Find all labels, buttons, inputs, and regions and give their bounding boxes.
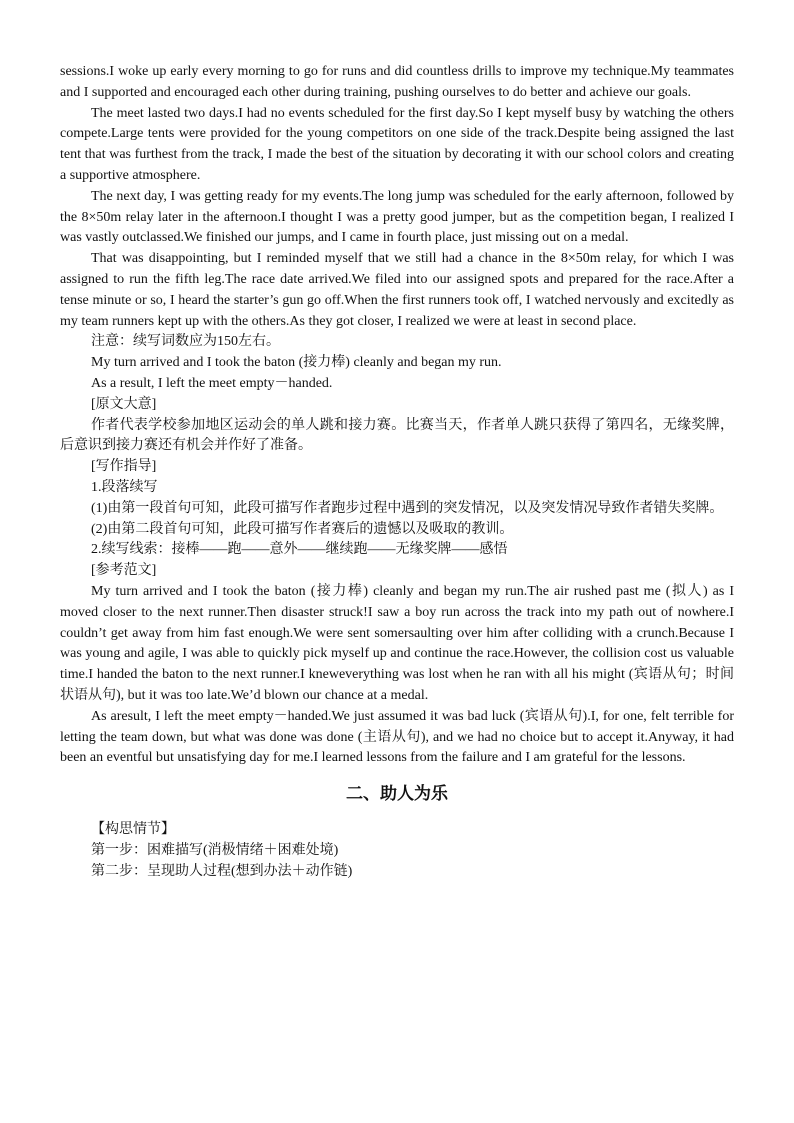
paragraph: My turn arrived and I took the baton (接力棒) cleanly and began my run.The air rushed past me (拟人) as I moved closer to the next runner.Then disaster struck!I saw a boy run across the track into my path out of nowhere.I couldn’t get away from him fast enough.We were sent somersaulting over him after colliding with a crunch.Because I was young and agile, I was able to quickly pick myself up and continue the race.However, the collision cost us valuable time.I handed the baton to the next runner.I kneweverything was lost when he ran with all his might (宾语从句；时间状语从句), but it was too late.We’d blown our chance at a medal. <box>60 583 734 703</box>
outline-step: 第一步：困难描写(消极情绪＋困难处境) <box>91 843 339 859</box>
paragraph: 1.段落续写 <box>91 479 158 495</box>
paragraph: [参考范文] <box>91 563 157 579</box>
paragraph: That was disappointing, but I reminded myself that we still had a chance in the 8×50m relay, for which I was assigned to run the fifth leg.The race date arrived.We filed into our assigned spots and prepared for the race.After a tense minute or so, I heard the starter’s gun go off.When the first runners took off, I watched nervously and excitedly as my team runners kept up with the others.As they got closer, I realized we were at least in second place. <box>60 251 734 329</box>
paragraph: My turn arrived and I took the baton (接力棒) cleanly and began my run. <box>91 355 502 371</box>
section-title: 二、助人为乐 <box>346 784 448 805</box>
paragraph: [写作指导] <box>91 459 157 475</box>
plot-outline <box>60 819 734 882</box>
paragraph: 2.续写线索：接棒——跑——意外——继续跑——无缘奖牌——感悟 <box>91 542 508 558</box>
document-page <box>60 62 734 882</box>
paragraph: 注意：续写词数应为150左右。 <box>91 334 280 350</box>
paragraph: As aresult, I left the meet empty－handed.We just assumed it was bad luck (宾语从句).I, for one, felt terrible for letting the team down, but what was done was done (主语从句), and we had no choice but to accept it.Anyway, it had been an eventful but unsatisfying day for me.I learned lessons from the failure and I am grateful for the lessons. <box>60 708 734 766</box>
outline-step: 第二步：呈现助人过程(想到办法＋动作链) <box>91 864 353 880</box>
paragraph: As a result, I left the meet empty－handed. <box>91 375 333 391</box>
paragraph: (1)由第一段首句可知，此段可描写作者跑步过程中遇到的突发情况，以及突发情况导致作者错失奖牌。 <box>91 500 724 516</box>
paragraph: [原文大意] <box>91 396 157 412</box>
paragraph: 作者代表学校参加地区运动会的单人跳和接力赛。比赛当天，作者单人跳只获得了第四名，无缘奖牌，后意识到接力赛还有机会并作好了准备。 <box>60 417 734 454</box>
paragraph: The meet lasted two days.I had no events scheduled for the first day.So I kept myself busy by watching the others compete.Large tents were provided for the young competitors on one side of the track.Despite being assigned the last tent that was furthest from the track, I made the best of the situation by decorating it with our school colors and creating a supportive atmosphere. <box>60 105 734 183</box>
paragraph: sessions.I woke up early every morning to go for runs and did countless drills to improve my technique.My teammates and I supported and encouraged each other during training, pushing ourselves to do better and achieve our goals. <box>60 64 734 100</box>
outline-heading: 【构思情节】 <box>91 822 175 838</box>
paragraph: The next day, I was getting ready for my events.The long jump was scheduled for the early afternoon, followed by the 8×50m relay later in the afternoon.I thought I was a pretty good jumper, but as the competition began, I realized I was vastly outclassed.We finished our jumps, and I came in fourth place, just missing out on a medal. <box>60 188 734 246</box>
paragraph: (2)由第二段首句可知，此段可描写作者赛后的遗憾以及吸取的教训。 <box>91 521 514 537</box>
body-text <box>60 62 734 769</box>
